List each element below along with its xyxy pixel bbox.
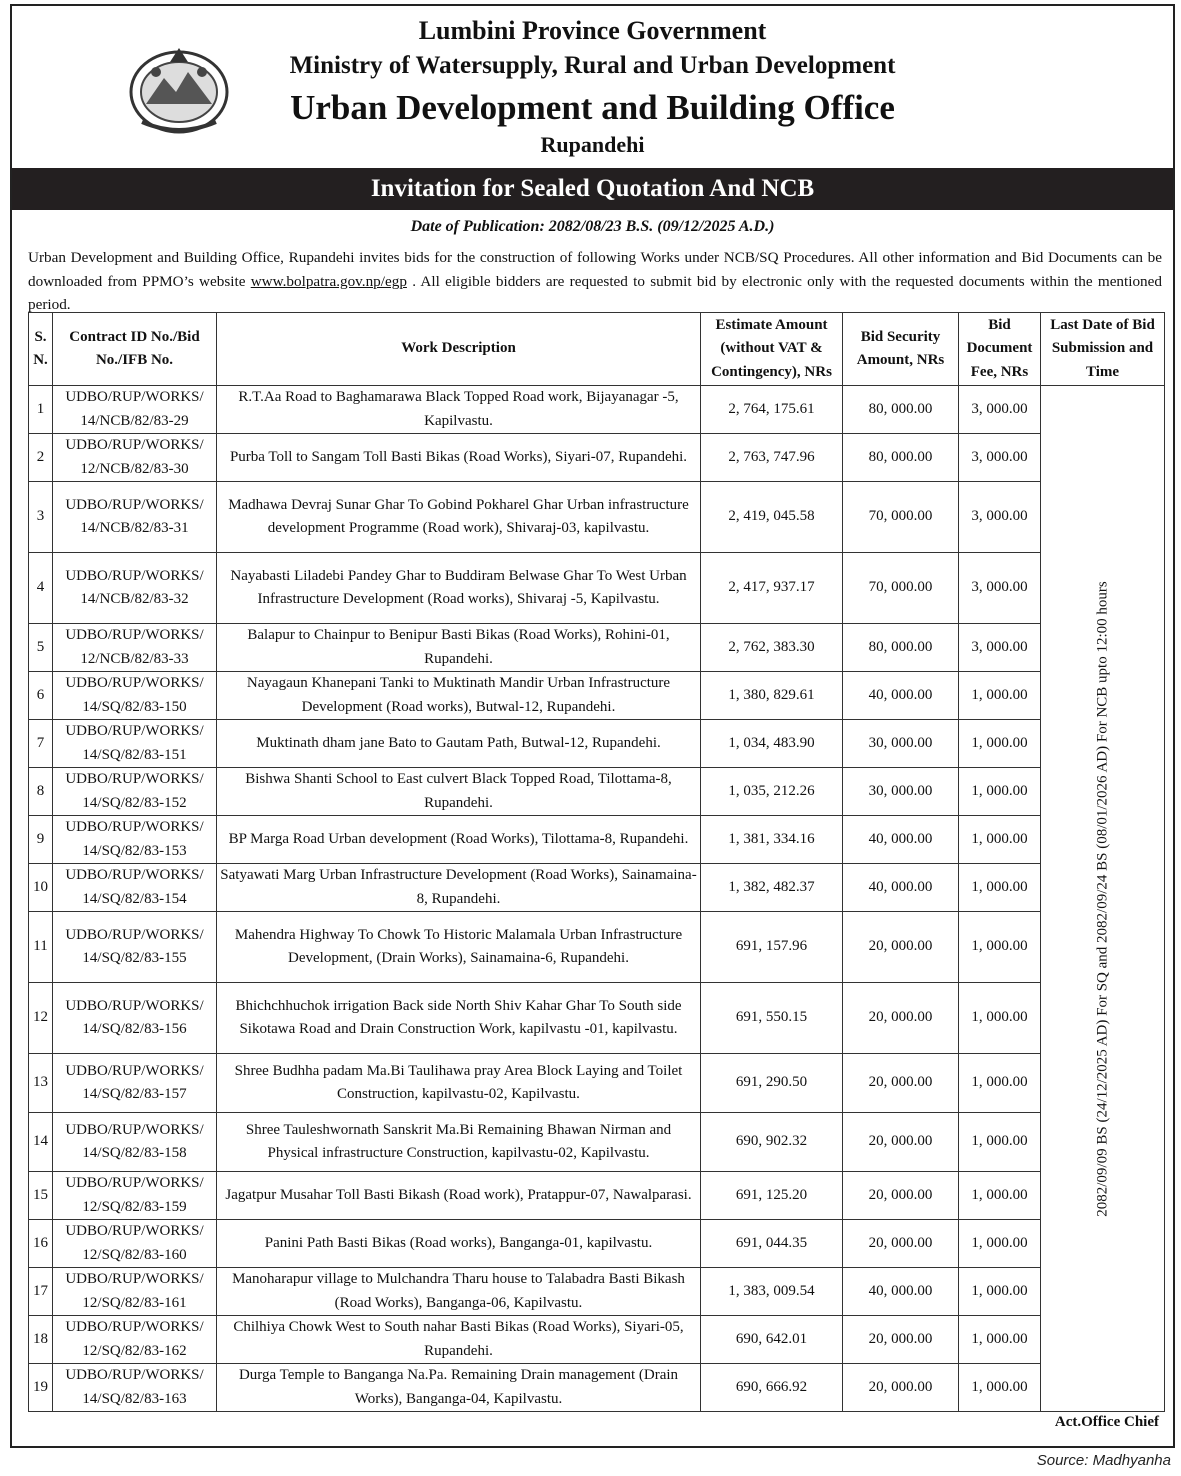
contract-id-line: UDBO/RUP/WORKS/ (65, 1062, 204, 1079)
row-estimate-amount: 1, 034, 483.90 (701, 720, 843, 768)
row-work-description: Mahendra Highway To Chowk To Historic Malamala Urban Infrastructure Development, (Drain Works), Sainamaina-6, Rupandehi. (217, 912, 701, 983)
contract-id-line: 14/SQ/82/83-151 (82, 746, 187, 763)
row-contract-id (53, 1220, 217, 1268)
contract-id-line: UDBO/RUP/WORKS/ (65, 1319, 204, 1335)
contract-id-line: UDBO/RUP/WORKS/ (65, 627, 204, 643)
row-estimate-amount: 1, 381, 334.16 (701, 816, 843, 864)
table-row (29, 816, 1165, 864)
row-bid-security: 70, 000.00 (843, 482, 959, 553)
table-header-row (29, 313, 1165, 386)
row-contract-id (53, 434, 217, 482)
contract-id-line: UDBO/RUP/WORKS/ (65, 997, 204, 1014)
contract-id-line: 14/NCB/82/83-32 (80, 591, 189, 607)
row-sn: 14 (29, 1113, 53, 1172)
table-row (29, 1172, 1165, 1220)
row-bid-security: 20, 000.00 (843, 1113, 959, 1172)
row-sn: 11 (29, 912, 53, 983)
row-estimate-amount: 1, 380, 829.61 (701, 672, 843, 720)
contract-id-line: UDBO/RUP/WORKS/ (65, 389, 204, 405)
contract-id-line: 14/SQ/82/83-150 (82, 698, 187, 715)
contract-id-line: UDBO/RUP/WORKS/ (65, 567, 204, 584)
row-estimate-amount: 2, 763, 747.96 (701, 434, 843, 482)
row-bid-security: 40, 000.00 (843, 864, 959, 912)
contract-id-line: 14/SQ/82/83-156 (82, 1021, 187, 1037)
contract-id-line: UDBO/RUP/WORKS/ (65, 771, 204, 787)
row-document-fee: 1, 000.00 (959, 1054, 1041, 1113)
last-date-cell (1041, 386, 1165, 1412)
row-sn: 6 (29, 672, 53, 720)
row-sn: 13 (29, 1054, 53, 1113)
table-row (29, 1364, 1165, 1412)
contract-id-line: 14/SQ/82/83-154 (82, 890, 187, 907)
row-contract-id (53, 864, 217, 912)
table-row (29, 1054, 1165, 1113)
header-office: Urban Development and Building Office (290, 88, 895, 127)
contract-id-line: UDBO/RUP/WORKS/ (65, 819, 204, 835)
contract-id-line: UDBO/RUP/WORKS/ (65, 926, 204, 943)
row-work-description: Satyawati Marg Urban Infrastructure Development (Road Works), Sainamaina-8, Rupandehi. (217, 864, 701, 912)
table-row (29, 553, 1165, 624)
table-row (29, 768, 1165, 816)
row-document-fee: 1, 000.00 (959, 816, 1041, 864)
table-row (29, 386, 1165, 434)
row-document-fee: 1, 000.00 (959, 1316, 1041, 1364)
row-contract-id (53, 983, 217, 1054)
row-work-description: Bhichchhuchok irrigation Back side North Shiv Kahar Ghar To South side Sikotawa Road and Drain Construction Work, kapilvastu -01, kapilvastu. (217, 983, 701, 1054)
row-bid-security: 20, 000.00 (843, 1364, 959, 1412)
row-contract-id (53, 912, 217, 983)
table-row (29, 1268, 1165, 1316)
row-sn: 2 (29, 434, 53, 482)
row-contract-id (53, 1268, 217, 1316)
row-contract-id (53, 1364, 217, 1412)
row-document-fee: 3, 000.00 (959, 482, 1041, 553)
contract-id-line: UDBO/RUP/WORKS/ (65, 437, 204, 453)
header-district: Rupandehi (540, 132, 645, 157)
row-estimate-amount: 691, 290.50 (701, 1054, 843, 1113)
row-document-fee: 3, 000.00 (959, 553, 1041, 624)
row-estimate-amount: 1, 383, 009.54 (701, 1268, 843, 1316)
row-bid-security: 20, 000.00 (843, 1054, 959, 1113)
contract-id-line: UDBO/RUP/WORKS/ (65, 1271, 204, 1287)
row-work-description: Shree Tauleshwornath Sanskrit Ma.Bi Remaining Bhawan Nirman and Physical infrastructure Construction, kapilvastu-02, Kapilvastu. (217, 1113, 701, 1172)
row-work-description: Balapur to Chainpur to Benipur Basti Bikas (Road Works), Rohini-01, Rupandehi. (217, 624, 701, 672)
table-row (29, 1113, 1165, 1172)
row-sn: 4 (29, 553, 53, 624)
row-contract-id (53, 816, 217, 864)
row-estimate-amount: 691, 125.20 (701, 1172, 843, 1220)
contract-id-line: 12/NCB/82/83-30 (80, 460, 189, 477)
row-document-fee: 1, 000.00 (959, 864, 1041, 912)
header-contract-id: Contract ID No./Bid No./IFB No. (53, 313, 217, 386)
row-work-description: Purba Toll to Sangam Toll Basti Bikas (Road Works), Siyari-07, Rupandehi. (217, 434, 701, 482)
row-estimate-amount: 690, 642.01 (701, 1316, 843, 1364)
header-sn: S. N. (29, 313, 53, 386)
row-estimate-amount: 690, 902.32 (701, 1113, 843, 1172)
table-row (29, 482, 1165, 553)
row-document-fee: 1, 000.00 (959, 720, 1041, 768)
row-sn: 10 (29, 864, 53, 912)
signature-office-chief: Act.Office Chief (1054, 1414, 1159, 1430)
row-estimate-amount: 1, 035, 212.26 (701, 768, 843, 816)
row-contract-id (53, 672, 217, 720)
contract-id-line: UDBO/RUP/WORKS/ (65, 1175, 204, 1191)
row-sn: 3 (29, 482, 53, 553)
row-bid-security: 20, 000.00 (843, 1316, 959, 1364)
row-sn: 5 (29, 624, 53, 672)
row-bid-security: 20, 000.00 (843, 1172, 959, 1220)
row-sn: 1 (29, 386, 53, 434)
source-credit: Source: Madhyanha (1036, 1452, 1171, 1469)
row-work-description: Chilhiya Chowk West to South nahar Basti Bikas (Road Works), Siyari-05, Rupandehi. (217, 1316, 701, 1364)
contract-id-line: 12/SQ/82/83-160 (82, 1246, 187, 1263)
table-row (29, 1316, 1165, 1364)
contract-id-line: UDBO/RUP/WORKS/ (65, 867, 204, 883)
row-contract-id (53, 386, 217, 434)
row-work-description: Shree Budhha padam Ma.Bi Taulihawa pray Area Block Laying and Toilet Construction, kapilvastu-02, Kapilvastu. (217, 1054, 701, 1113)
row-document-fee: 3, 000.00 (959, 386, 1041, 434)
header-work-description: Work Description (217, 313, 701, 386)
table-row (29, 720, 1165, 768)
table-row (29, 434, 1165, 482)
table-row (29, 912, 1165, 983)
row-contract-id (53, 482, 217, 553)
row-bid-security: 20, 000.00 (843, 1220, 959, 1268)
contract-id-line: 14/SQ/82/83-158 (82, 1145, 187, 1161)
row-document-fee: 1, 000.00 (959, 768, 1041, 816)
row-bid-security: 30, 000.00 (843, 768, 959, 816)
header-bid-security: Bid Security Amount, NRs (843, 313, 959, 386)
row-contract-id (53, 1113, 217, 1172)
row-sn: 12 (29, 983, 53, 1054)
contract-id-line: UDBO/RUP/WORKS/ (65, 675, 204, 691)
row-work-description: Madhawa Devraj Sunar Ghar To Gobind Pokharel Ghar Urban infrastructure development Programme (Road work), Shivaraj-03, kapilvastu. (217, 482, 701, 553)
row-document-fee: 1, 000.00 (959, 1172, 1041, 1220)
row-document-fee: 1, 000.00 (959, 912, 1041, 983)
row-work-description: BP Marga Road Urban development (Road Works), Tilottama-8, Rupandehi. (217, 816, 701, 864)
row-contract-id (53, 768, 217, 816)
row-work-description: Jagatpur Musahar Toll Basti Bikash (Road work), Pratappur-07, Nawalparasi. (217, 1172, 701, 1220)
header-last-date: Last Date of Bid Submission and Time (1041, 313, 1165, 386)
row-work-description: R.T.Aa Road to Baghamarawa Black Topped Road work, Bijayanagar -5, Kapilvastu. (217, 386, 701, 434)
row-estimate-amount: 1, 382, 482.37 (701, 864, 843, 912)
row-contract-id (53, 1054, 217, 1113)
row-estimate-amount: 691, 044.35 (701, 1220, 843, 1268)
row-bid-security: 20, 000.00 (843, 983, 959, 1054)
row-contract-id (53, 624, 217, 672)
row-contract-id (53, 720, 217, 768)
contract-id-line: 14/SQ/82/83-152 (82, 794, 187, 811)
contract-id-line: 14/SQ/82/83-157 (82, 1086, 187, 1102)
row-estimate-amount: 691, 550.15 (701, 983, 843, 1054)
row-sn: 19 (29, 1364, 53, 1412)
row-document-fee: 1, 000.00 (959, 983, 1041, 1054)
row-document-fee: 3, 000.00 (959, 624, 1041, 672)
header-ministry: Ministry of Watersupply, Rural and Urban Development (289, 52, 896, 79)
row-estimate-amount: 2, 762, 383.30 (701, 624, 843, 672)
contract-id-line: UDBO/RUP/WORKS/ (65, 1367, 204, 1383)
row-bid-security: 30, 000.00 (843, 720, 959, 768)
table-row (29, 864, 1165, 912)
row-work-description: Muktinath dham jane Bato to Gautam Path, Butwal-12, Rupandehi. (217, 720, 701, 768)
notice-frame (10, 4, 1175, 1448)
row-sn: 9 (29, 816, 53, 864)
row-contract-id (53, 1316, 217, 1364)
intro-text-end: . All eligible bidders are requested to submit bid by electronic only with the requested documents within the mentioned period. (28, 272, 1162, 313)
row-bid-security: 80, 000.00 (843, 434, 959, 482)
row-document-fee: 1, 000.00 (959, 672, 1041, 720)
contract-id-line: UDBO/RUP/WORKS/ (65, 1121, 204, 1138)
row-bid-security: 40, 000.00 (843, 1268, 959, 1316)
row-estimate-amount: 691, 157.96 (701, 912, 843, 983)
row-sn: 15 (29, 1172, 53, 1220)
contract-id-line: 14/SQ/82/83-155 (82, 950, 187, 966)
last-date-text: 2082/09/09 BS (24/12/2025 AD) For SQ and 2082/09/24 BS (08/01/2026 AD) For NCB upto 12:00 hours (1093, 580, 1110, 1217)
contract-id-line: 14/NCB/82/83-31 (80, 520, 189, 536)
contract-id-line: 14/NCB/82/83-29 (80, 412, 189, 429)
table-row (29, 624, 1165, 672)
contract-id-line: UDBO/RUP/WORKS/ (65, 1223, 204, 1239)
contract-id-line: 12/SQ/82/83-161 (82, 1294, 187, 1311)
contract-id-line: 12/SQ/82/83-159 (82, 1198, 187, 1215)
row-estimate-amount: 690, 666.92 (701, 1364, 843, 1412)
contract-id-line: 12/SQ/82/83-162 (82, 1342, 187, 1359)
row-bid-security: 80, 000.00 (843, 624, 959, 672)
row-work-description: Nayagaun Khanepani Tanki to Muktinath Mandir Urban Infrastructure Development (Road works), Butwal-12, Rupandehi. (217, 672, 701, 720)
row-document-fee: 1, 000.00 (959, 1113, 1041, 1172)
publication-date: Date of Publication: 2082/08/23 B.S. (09/12/2025 A.D.) (410, 218, 775, 235)
row-bid-security: 80, 000.00 (843, 386, 959, 434)
row-sn: 7 (29, 720, 53, 768)
row-document-fee: 3, 000.00 (959, 434, 1041, 482)
row-estimate-amount: 2, 417, 937.17 (701, 553, 843, 624)
row-bid-security: 40, 000.00 (843, 672, 959, 720)
row-work-description: Durga Temple to Banganga Na.Pa. Remaining Drain management (Drain Works), Banganga-04, Kapilvastu. (217, 1364, 701, 1412)
header (12, 6, 1173, 166)
bolpatra-link[interactable]: www.bolpatra.gov.np/egp (250, 272, 407, 290)
contract-id-line: UDBO/RUP/WORKS/ (65, 496, 204, 513)
row-sn: 16 (29, 1220, 53, 1268)
intro-paragraph (28, 246, 1162, 317)
header-document-fee: Bid Document Fee, NRs (959, 313, 1041, 386)
contract-id-line: 14/SQ/82/83-163 (82, 1390, 187, 1407)
intro-text-start: Urban Development and Building Office, Rupandehi invites bids for the construction of following Works under NCB/SQ Procedures. All other information and Bid Documents can be downloaded from PPMO’s website (28, 249, 1162, 290)
row-work-description: Bishwa Shanti School to East culvert Black Topped Road, Tilottama-8, Rupandehi. (217, 768, 701, 816)
row-bid-security: 40, 000.00 (843, 816, 959, 864)
header-province: Lumbini Province Government (418, 16, 767, 45)
row-work-description: Panini Path Basti Bikas (Road works), Banganga-01, kapilvastu. (217, 1220, 701, 1268)
row-estimate-amount: 2, 419, 045.58 (701, 482, 843, 553)
row-sn: 18 (29, 1316, 53, 1364)
header-estimate-amount: Estimate Amount (without VAT & Contingency), NRs (701, 313, 843, 386)
row-work-description: Manoharapur village to Mulchandra Tharu house to Talabadra Basti Bikash (Road Works), Banganga-06, Kapilvastu. (217, 1268, 701, 1316)
row-document-fee: 1, 000.00 (959, 1268, 1041, 1316)
row-contract-id (53, 1172, 217, 1220)
row-bid-security: 70, 000.00 (843, 553, 959, 624)
table-row (29, 672, 1165, 720)
row-estimate-amount: 2, 764, 175.61 (701, 386, 843, 434)
row-work-description: Nayabasti Liladebi Pandey Ghar to Buddiram Belwase Ghar To West Urban Infrastructure Development (Road works), Shivaraj -5, Kapilvastu. (217, 553, 701, 624)
row-document-fee: 1, 000.00 (959, 1220, 1041, 1268)
row-bid-security: 20, 000.00 (843, 912, 959, 983)
bid-table (28, 312, 1165, 1412)
contract-id-line: 14/SQ/82/83-153 (82, 842, 187, 859)
row-document-fee: 1, 000.00 (959, 1364, 1041, 1412)
notice-title-banner: Invitation for Sealed Quotation And NCB (12, 168, 1173, 210)
table-row (29, 983, 1165, 1054)
row-sn: 17 (29, 1268, 53, 1316)
table-row (29, 1220, 1165, 1268)
contract-id-line: UDBO/RUP/WORKS/ (65, 723, 204, 739)
row-contract-id (53, 553, 217, 624)
contract-id-line: 12/NCB/82/83-33 (80, 650, 189, 667)
row-sn: 8 (29, 768, 53, 816)
